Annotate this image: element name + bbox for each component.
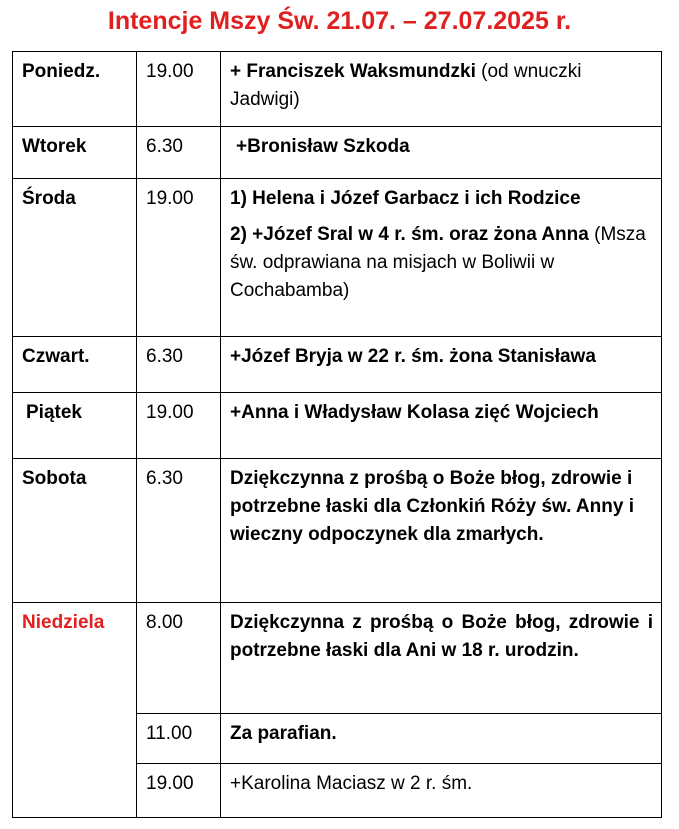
mass-time-monday: 19.00: [137, 52, 221, 127]
day-label-tuesday: Wtorek: [13, 127, 137, 179]
intention-saturday-main: Dziękczynna z prośbą o Boże błog, zdrowie i potrzebne łaski dla Członkiń Róży św. Anny i wieczny odpoczynek dla zmarłych.: [230, 468, 634, 545]
mass-time-sunday-3: 19.00: [137, 764, 221, 818]
table-row-wednesday: [13, 179, 662, 337]
intention-sunday-1-main: Dziękczynna z prośbą o Boże błog, zdrowie i potrzebne łaski dla Ani w 18 r. urodzin.: [230, 612, 653, 661]
day-label-thursday: Czwart.: [13, 337, 137, 393]
day-label-wednesday: Środa: [13, 179, 137, 337]
intention-sunday-2: [221, 714, 662, 764]
mass-time-saturday: 6.30: [137, 459, 221, 603]
table-row-friday: [13, 393, 662, 459]
intention-sunday-1: [221, 603, 662, 714]
table-row-monday: [13, 52, 662, 127]
intention-saturday: [221, 459, 662, 603]
mass-time-sunday-2: 11.00: [137, 714, 221, 764]
intention-sunday-3-main: +Karolina Maciasz w 2 r. śm.: [230, 773, 473, 794]
day-label-sunday: Niedziela: [13, 603, 137, 818]
table-row-saturday: [13, 459, 662, 603]
intention-monday-main: + Franciszek Waksmundzki: [230, 61, 476, 82]
intention-wednesday-1: 1) Helena i Józef Garbacz i ich Rodzice: [230, 188, 581, 209]
intention-wednesday: [221, 179, 662, 337]
intention-wednesday-2-main: 2) +Józef Sral w 4 r. śm. oraz żona Anna: [230, 224, 589, 245]
intention-sunday-2-main: Za parafian.: [230, 723, 337, 744]
day-label-friday: Piątek: [13, 393, 137, 459]
intention-wednesday-2-note: (Msza św. odprawiana na misjach w Boliwii w Cochabamba): [230, 224, 646, 301]
intention-wednesday-2: [230, 221, 653, 305]
intention-monday-note: (od wnuczki Jadwigi): [230, 61, 582, 110]
intention-tuesday: [221, 127, 662, 179]
mass-time-tuesday: 6.30: [137, 127, 221, 179]
page-title: Intencje Mszy Św. 21.07. – 27.07.2025 r.: [107, 7, 572, 35]
mass-time-sunday-1: 8.00: [137, 603, 221, 714]
intention-monday: [221, 52, 662, 127]
mass-time-wednesday: 19.00: [137, 179, 221, 337]
day-label-saturday: Sobota: [13, 459, 137, 603]
intention-friday-main: +Anna i Władysław Kolasa zięć Wojciech: [230, 402, 599, 423]
intention-thursday: [221, 337, 662, 393]
table-row-tuesday: [13, 127, 662, 179]
intention-friday: [221, 393, 662, 459]
intention-sunday-3: [221, 764, 662, 818]
intention-tuesday-main: +Bronisław Szkoda: [236, 136, 410, 157]
intention-thursday-main: +Józef Bryja w 22 r. śm. żona Stanisława: [230, 346, 596, 367]
day-label-monday: Poniedz.: [13, 52, 137, 127]
table-row-thursday: [13, 337, 662, 393]
mass-intentions-table: [12, 51, 662, 818]
mass-time-thursday: 6.30: [137, 337, 221, 393]
mass-time-friday: 19.00: [137, 393, 221, 459]
table-row-sunday-1: [13, 603, 662, 714]
